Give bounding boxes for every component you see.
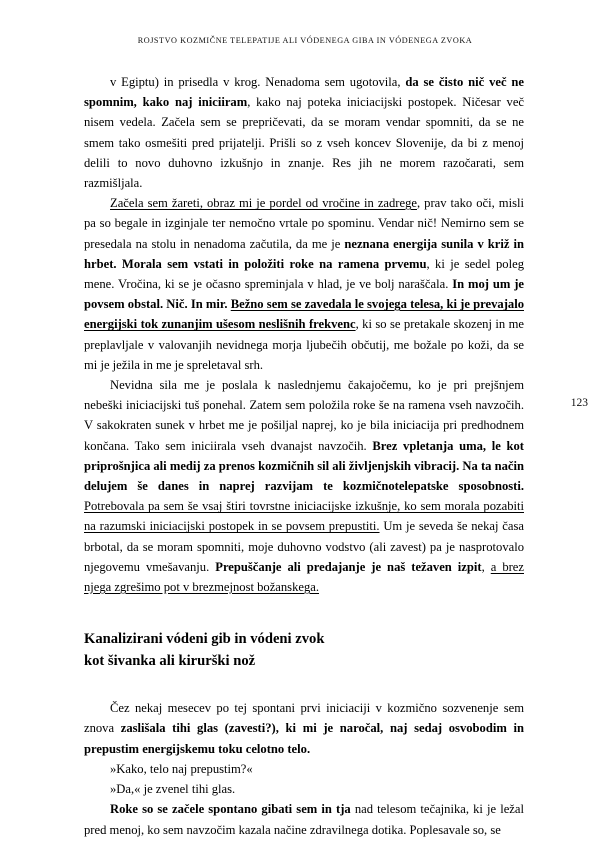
- text-run: »Da,« je zvenel tihi glas.: [110, 782, 236, 797]
- text-run: zaslišala tihi glas (zavesti?): [120, 721, 276, 736]
- text-run: , ki je sedel poleg mene. Vročina, ki se je očasno spreminjala v hlad, je ve bolj naraščala.: [84, 256, 524, 292]
- text-run: Um je seveda še nekaj časa brbotal, da se moram spomniti, moje duhovno vodstvo (ali zavest) pa je nasprotovalo njegovemu vmešavanju.: [84, 519, 524, 574]
- text-run: Začela sem žareti, obraz mi je pordel od vročine in zadrege: [110, 196, 417, 211]
- text-run: Nevidna sila me je poslala k naslednjemu čakajočemu, ko je pri prejšnjem nebeški iniciacijski tuš ponehal. Zatem sem položila roke še na ramena vseh navzočih. V sakokraten sunek v hrbet me je pošiljal naprej, ko je bila iniciacija pri predhodnem končana. Tako sem iniciirala vseh dvanajst navzočih.: [84, 378, 524, 453]
- text-run: da se čisto nič več ne spomnim, kako naj iniciiram: [84, 75, 525, 110]
- text-run: v Egiptu) in prisedla v krog. Nenadoma sem ugotovila,: [110, 75, 406, 89]
- section-heading: [84, 628, 524, 672]
- text-run: Prepuščanje ali predajanje je naš težaven izpit: [215, 559, 482, 574]
- text-run: Brez vpletanja uma, le kot priprošnjica ali medij za prenos kozmičnih sil ali življenjskih vibracij. Na ta način delujem še danes in naprej razvijam te kozmičnotelepatske sposobnosti.: [84, 438, 524, 494]
- spacer: [84, 597, 524, 628]
- text-run: a brez njega zgrešimo pot v brezmejnost božanskega.: [84, 559, 524, 595]
- paragraph: [84, 799, 524, 839]
- paragraph: [84, 698, 524, 759]
- paragraph: [84, 193, 524, 375]
- paragraph: [84, 72, 524, 193]
- page-number: 123: [570, 397, 588, 409]
- dialogue-line: [84, 779, 524, 799]
- text-run: »Kako, telo naj prepustim?«: [110, 761, 253, 776]
- text-run: Roke so se začele spontano gibati sem in tja: [110, 802, 351, 817]
- text-run: , prav tako oči, misli pa so begale in izginjale ter nemočno vrtale po spominu. Vendar nič! Nemirno sem se presedala na stolu in nenadoma začutila, da me je: [84, 196, 525, 251]
- text-run: In moj um je povsem obstal. Nič. In mir.: [84, 277, 524, 312]
- body-text-column: [84, 72, 524, 840]
- dialogue-line: [84, 759, 524, 779]
- running-head: ROJSTVO KOZMIČNE TELEPATIJE ALI VÓDENEGA GIBA IN VÓDENEGA ZVOKA: [137, 36, 473, 45]
- paragraph: [84, 375, 524, 597]
- text-run: , ki mi je naročal, naj sedaj osvobodim in prepustim energijskemu toku celotno telo.: [84, 721, 524, 756]
- text-run: , ki so se pretakale skozenj in me preplavljale v valovanjih nevidnega morja ljubečih občutij, me božale po koži, da se mi je ježila in me je spreletaval srh.: [84, 317, 525, 372]
- section-heading-line-2: kot šivanka ali kirurški nož: [84, 653, 256, 670]
- text-run: nad telesom tečajnika, ki je ležal pred menoj, ko sem navzočim kazala načine zdravilnega dotika. Poplesavale so, se: [84, 802, 524, 837]
- text-run: Potrebovala pa sem še vsaj štiri tovrstne iniciacijske izkušnje, ko sem morala pozabiti na razumski iniciacijski postopek in se povsem prepustiti.: [84, 499, 524, 534]
- text-run: Čez nekaj mesecev po tej spontani prvi iniciaciji v kozmično sozvenenje sem znova: [84, 701, 524, 736]
- text-run: neznana energija sunila v križ in hrbet. Morala sem vstati in položiti roke na ramena prvemu: [84, 236, 524, 271]
- text-run: ,: [481, 559, 491, 574]
- text-run: , kako naj poteka iniciacijski postopek. Ničesar več nisem vedela. Začela sem se prepričevati, da se moram vendar spomniti, da se ne smem tako osmešiti pred prijatelji. Prišli so z vseh koncev Slovenije, da bi z menoj delili to novo duhovno izkušnjo in znanje. Res jih ne morem razočarati, sem razmišljala.: [84, 95, 525, 191]
- spacer: [84, 672, 524, 698]
- text-run: Bežno sem se zavedala le svojega telesa, ki je prevajalo energijski tok zunanjim ušesom neslišnih frekvenc: [84, 297, 524, 332]
- section-heading-line-1: Kanalizirani vódeni gib in vódeni zvok: [84, 631, 325, 648]
